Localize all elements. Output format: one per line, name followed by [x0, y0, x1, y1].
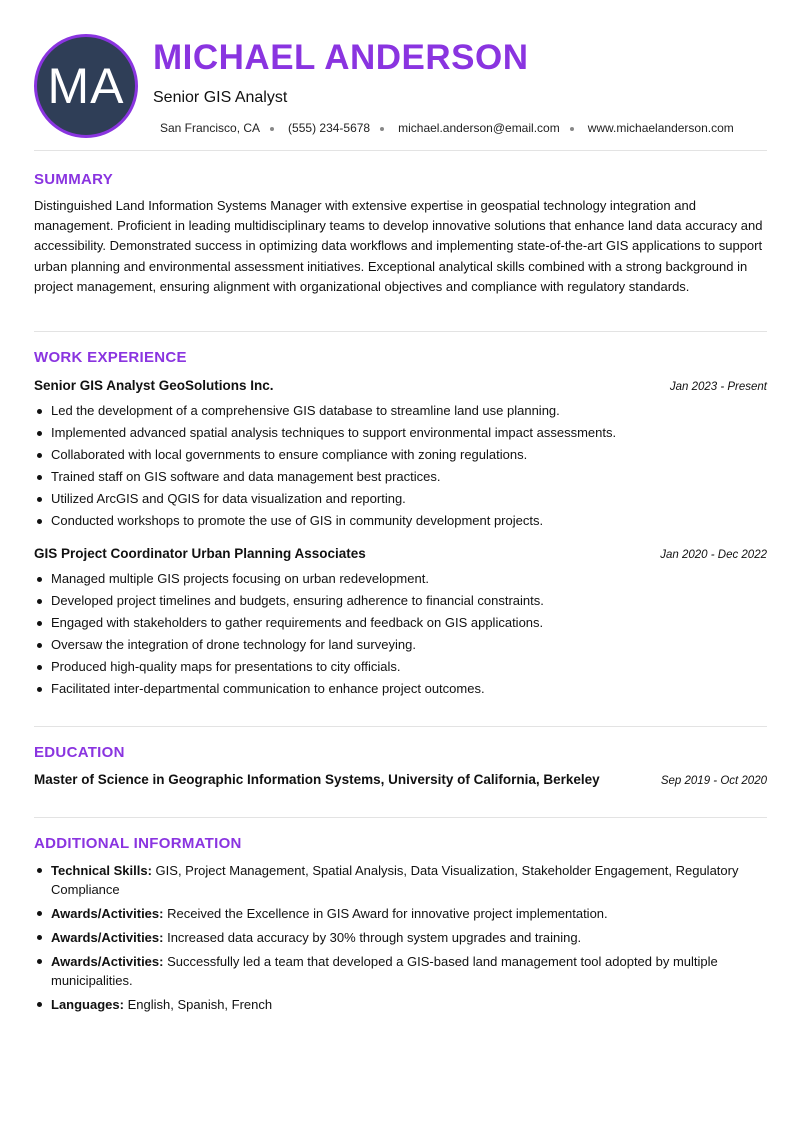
info-text: GIS, Project Management, Spatial Analysis, Data Visualization, Stakeholder Engagement, Regulatory Compliance	[51, 863, 739, 897]
list-item: Facilitated inter-departmental communication to enhance project outcomes.	[51, 678, 767, 700]
education-dates: Sep 2019 - Oct 2020	[660, 775, 767, 787]
job-bullets	[51, 568, 767, 700]
list-item: Engaged with stakeholders to gather requirements and feedback on GIS applications.	[51, 612, 767, 634]
list-item	[51, 952, 767, 990]
info-label: Awards/Activities:	[51, 906, 164, 921]
avatar	[34, 34, 138, 138]
list-item: Collaborated with local governments to ensure compliance with zoning regulations.	[51, 444, 767, 466]
info-text: English, Spanish, French	[127, 997, 273, 1012]
list-item	[51, 904, 767, 923]
divider	[34, 817, 767, 818]
list-item: Produced high-quality maps for presentations to city officials.	[51, 656, 767, 678]
divider	[34, 331, 767, 332]
work-experience-heading: WORK EXPERIENCE	[34, 349, 187, 366]
info-label: Technical Skills:	[51, 863, 152, 878]
additional-information-list	[51, 861, 767, 1019]
summary-heading: SUMMARY	[34, 171, 114, 188]
divider	[34, 726, 767, 727]
job-entry-header	[34, 546, 767, 561]
education-degree: Master of Science in Geographic Information Systems, University of California, Berkeley	[34, 772, 600, 787]
job-role: Senior GIS Analyst GeoSolutions Inc.	[34, 378, 274, 393]
list-item: Oversaw the integration of drone technology for land surveying.	[51, 634, 767, 656]
separator-dot-icon	[570, 127, 574, 131]
list-item	[51, 861, 767, 899]
education-heading: EDUCATION	[34, 744, 125, 761]
job-dates: Jan 2020 - Dec 2022	[660, 549, 767, 561]
job-bullets	[51, 400, 767, 532]
list-item: Conducted workshops to promote the use of GIS in community development projects.	[51, 510, 767, 532]
list-item: Led the development of a comprehensive GIS database to streamline land use planning.	[51, 400, 767, 422]
resume-page	[34, 0, 767, 1012]
info-label: Awards/Activities:	[51, 954, 164, 969]
list-item	[51, 995, 767, 1014]
info-text: Increased data accuracy by 30% through system upgrades and training.	[167, 930, 582, 945]
list-item: Trained staff on GIS software and data management best practices.	[51, 466, 767, 488]
candidate-title: Senior GIS Analyst	[153, 89, 288, 106]
divider	[34, 150, 767, 151]
separator-dot-icon	[270, 127, 274, 131]
education-entry	[34, 772, 767, 787]
info-text: Received the Excellence in GIS Award for innovative project implementation.	[167, 906, 608, 921]
list-item: Implemented advanced spatial analysis techniques to support environmental impact assessments.	[51, 422, 767, 444]
additional-information-heading: ADDITIONAL INFORMATION	[34, 835, 242, 852]
info-text: Successfully led a team that developed a GIS-based land management tool adopted by multiple municipalities.	[51, 954, 718, 988]
list-item	[51, 928, 767, 947]
summary-text: Distinguished Land Information Systems Manager with extensive expertise in geospatial technology integration and management. Proficient in leading multidisciplinary teams to develop innovative solutions that enhance land data accuracy and accessibility. Demonstrated success in optimizing data workflows and implementing state-of-the-art GIS applications to support urban planning and environmental assessment initiatives. Exceptional analytical skills combined with a strong background in project management, ensuring alignment with organizational objectives and compliance with regulatory standards.	[34, 198, 763, 294]
contact-email[interactable]: michael.anderson@email.com	[398, 121, 560, 135]
contact-phone: (555) 234-5678	[288, 121, 371, 135]
info-label: Languages:	[51, 997, 124, 1012]
contact-website[interactable]: www.michaelanderson.com	[587, 121, 734, 135]
separator-dot-icon	[380, 127, 384, 131]
list-item: Managed multiple GIS projects focusing on urban redevelopment.	[51, 568, 767, 590]
avatar-initials: MA	[47, 58, 125, 114]
contact-location: San Francisco, CA	[160, 121, 261, 135]
contact-bar	[160, 121, 734, 135]
list-item: Developed project timelines and budgets, ensuring adherence to financial constraints.	[51, 590, 767, 612]
candidate-name: MICHAEL ANDERSON	[153, 38, 529, 77]
job-role: GIS Project Coordinator Urban Planning Associates	[34, 546, 366, 561]
info-label: Awards/Activities:	[51, 930, 164, 945]
job-dates: Jan 2023 - Present	[669, 381, 767, 393]
job-entry-header	[34, 378, 767, 393]
resume-header	[34, 0, 767, 150]
list-item: Utilized ArcGIS and QGIS for data visualization and reporting.	[51, 488, 767, 510]
